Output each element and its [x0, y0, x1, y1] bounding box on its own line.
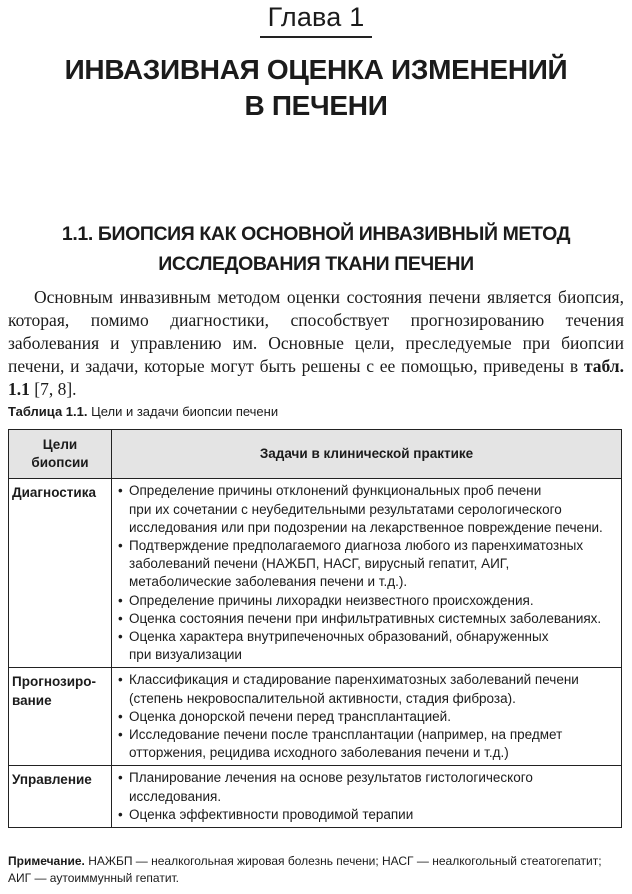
- tasks-cell: [112, 668, 622, 766]
- goals-column-header: [9, 430, 112, 479]
- note-label: Примечание.: [8, 854, 85, 868]
- chapter-title-line: ИНВАЗИВНАЯ ОЦЕНКА ИЗМЕНЕНИЙ: [64, 54, 568, 85]
- goal-cell: Управление: [9, 766, 112, 828]
- table-caption-text: Цели и задачи биопсии печени: [87, 404, 279, 419]
- task-item: • Планирование лечения на основе результатов гистологического исследования.: [118, 770, 533, 804]
- chapter-label: [0, 2, 632, 38]
- tasks-column-header: Задачи в клинической практике: [112, 430, 622, 479]
- table-row: [9, 479, 622, 668]
- chapter-title: [0, 52, 632, 124]
- task-item: • Оценка состояния печени при инфильтративных системных заболеваниях.: [118, 610, 615, 628]
- tasks-cell: [112, 479, 622, 668]
- body-paragraph: [8, 286, 624, 401]
- bullet-icon: •: [118, 708, 123, 724]
- note-text: НАЖБП — неалкогольная жировая болезнь печени; НАСГ — неалкогольный стеатогепатит;: [84, 854, 602, 868]
- table-row: [9, 668, 622, 766]
- bullet-icon: •: [118, 538, 123, 554]
- tasks-cell: [112, 766, 622, 828]
- header-text: биопсии: [31, 455, 89, 471]
- table-caption: [8, 404, 278, 419]
- goals-tasks-table: [8, 429, 622, 828]
- section-title-line: 1.1. БИОПСИЯ КАК ОСНОВНОЙ ИНВАЗИВНЫЙ МЕТОД: [61, 223, 571, 245]
- section-title-line: ИССЛЕДОВАНИЯ ТКАНИ ПЕЧЕНИ: [158, 253, 474, 275]
- task-item: • Классификация и стадирование паренхиматозных заболеваний печени (степень некровоспалительной активности, стадия фиброза).: [118, 672, 579, 706]
- note-text: АИГ — аутоиммунный гепатит.: [8, 870, 180, 885]
- goal-cell: Диагностика: [9, 479, 112, 668]
- citation: [7, 8].: [29, 379, 77, 399]
- section-title: [0, 219, 632, 279]
- goal-cell: Прогнозиро- вание: [9, 668, 112, 766]
- table-row: [9, 766, 622, 828]
- chapter-title-line: В ПЕЧЕНИ: [244, 90, 388, 121]
- table-header-row: [9, 430, 622, 479]
- table-reference: табл. 1.1: [8, 356, 625, 399]
- task-item: • Определение причины отклонений функциональных проб печени при их сочетании с неубедительными результатами серологического исследования или при подозрении на лекарственное повреждение печени.: [118, 483, 603, 535]
- paragraph-text: Основным инвазивным методом оценки состояния печени является биопсия, которая, помимо диагностики, способствует прогнозированию течения заболевания и управлению им. Основные цели, преследуемые при биопсии печени, и задачи, которые могут быть решены с ее помощью, приведены в: [8, 287, 624, 376]
- task-item: • Исследование печени после трансплантации (например, на предмет отторжения, рецидива исходного заболевания печени и т.д.): [118, 727, 563, 761]
- task-item: • Определение причины лихорадки неизвестного происхождения.: [118, 592, 615, 610]
- table-note: [8, 853, 624, 886]
- table-caption-label: Таблица 1.1.: [8, 404, 88, 419]
- bullet-icon: •: [118, 610, 123, 626]
- bullet-icon: •: [118, 727, 123, 743]
- task-item: • Оценка эффективности проводимой терапии: [118, 806, 615, 824]
- bullet-icon: •: [118, 483, 123, 499]
- chapter-number: Глава 1: [260, 2, 373, 38]
- task-item: • Оценка донорской печени перед трансплантацией.: [118, 708, 615, 726]
- bullet-icon: •: [118, 629, 123, 645]
- bullet-icon: •: [118, 806, 123, 822]
- header-text: Цели: [42, 437, 78, 452]
- bullet-icon: •: [118, 770, 123, 786]
- task-item: • Оценка характера внутрипеченочных образований, обнаруженных при визуализации: [118, 629, 549, 663]
- bullet-icon: •: [118, 592, 123, 608]
- bullet-icon: •: [118, 672, 123, 688]
- task-item: • Подтверждение предполагаемого диагноза любого из паренхиматозных заболеваний печени (НАЖБП, НАСГ, вирусный гепатит, АИГ, метаболические заболевания печени и т.д.).: [118, 538, 584, 590]
